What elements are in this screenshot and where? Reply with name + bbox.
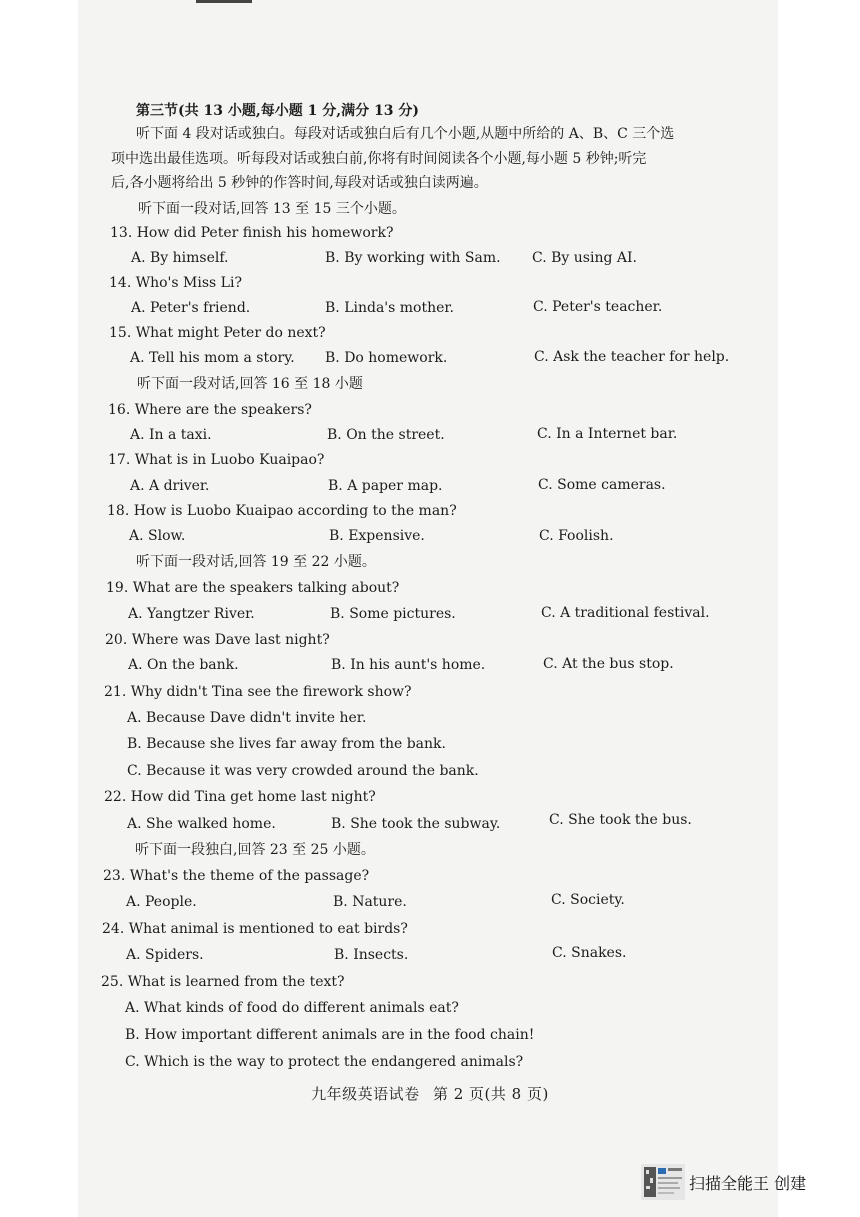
instruction-dialog-1: 听下面一段对话,回答 13 至 15 三个小题。 bbox=[138, 201, 406, 217]
question-13-stem: 13. How did Peter finish his homework? bbox=[110, 225, 394, 241]
question-19-option-c[interactable]: C. A traditional festival. bbox=[541, 605, 710, 621]
question-22-option-b[interactable]: B. She took the subway. bbox=[331, 816, 501, 832]
question-25-option-b[interactable]: B. How important different animals are in the food chain! bbox=[125, 1027, 535, 1043]
section-intro-line-3: 后,各小题将给出 5 秒钟的作答时间,每段对话或独白读两遍。 bbox=[111, 175, 488, 191]
question-17-stem: 17. What is in Luobo Kuaipao? bbox=[108, 452, 325, 468]
instruction-dialog-3: 听下面一段对话,回答 19 至 22 小题。 bbox=[136, 554, 376, 570]
question-21-option-b[interactable]: B. Because she lives far away from the bank. bbox=[127, 736, 446, 752]
question-20-stem: 20. Where was Dave last night? bbox=[105, 632, 330, 648]
section-title: 第三节(共 13 小题,每小题 1 分,满分 13 分) bbox=[136, 103, 419, 119]
section-intro-line-2: 项中选出最佳选项。听每段对话或独白前,你将有时间阅读各个小题,每小题 5 秒钟;听完 bbox=[111, 151, 647, 167]
scanner-app-icon bbox=[641, 1164, 685, 1200]
question-21-option-a[interactable]: A. Because Dave didn't invite her. bbox=[127, 710, 367, 726]
question-24-stem: 24. What animal is mentioned to eat birds? bbox=[102, 921, 408, 937]
question-14-stem: 14. Who's Miss Li? bbox=[109, 275, 242, 291]
question-15-option-a[interactable]: A. Tell his mom a story. bbox=[130, 350, 295, 366]
question-18-option-b[interactable]: B. Expensive. bbox=[329, 528, 425, 544]
question-24-option-b[interactable]: B. Insects. bbox=[334, 947, 409, 963]
question-20-option-b[interactable]: B. In his aunt's home. bbox=[331, 657, 486, 673]
question-16-stem: 16. Where are the speakers? bbox=[108, 402, 312, 418]
question-14-option-c[interactable]: C. Peter's teacher. bbox=[533, 299, 663, 315]
question-17-option-c[interactable]: C. Some cameras. bbox=[538, 477, 666, 493]
question-14-option-b[interactable]: B. Linda's mother. bbox=[325, 300, 455, 316]
question-16-option-b[interactable]: B. On the street. bbox=[327, 427, 445, 443]
question-20-option-c[interactable]: C. At the bus stop. bbox=[543, 656, 674, 672]
question-23-option-a[interactable]: A. People. bbox=[126, 894, 197, 910]
question-22-option-a[interactable]: A. She walked home. bbox=[127, 816, 276, 832]
question-14-option-a[interactable]: A. Peter's friend. bbox=[131, 300, 251, 316]
question-17-option-b[interactable]: B. A paper map. bbox=[328, 478, 443, 494]
question-19-stem: 19. What are the speakers talking about? bbox=[106, 580, 400, 596]
question-23-option-c[interactable]: C. Society. bbox=[551, 892, 625, 908]
question-13-option-a[interactable]: A. By himself. bbox=[131, 250, 229, 266]
question-19-option-b[interactable]: B. Some pictures. bbox=[330, 606, 456, 622]
question-13-option-c[interactable]: C. By using AI. bbox=[532, 250, 637, 266]
question-15-option-b[interactable]: B. Do homework. bbox=[325, 350, 448, 366]
watermark-text: 扫描全能王 创建 bbox=[689, 1173, 807, 1193]
question-17-option-a[interactable]: A. A driver. bbox=[130, 478, 210, 494]
question-22-stem: 22. How did Tina get home last night? bbox=[104, 789, 376, 805]
page-number: 第 2 页(共 8 页) bbox=[432, 1085, 549, 1103]
question-19-option-a[interactable]: A. Yangtzer River. bbox=[128, 606, 255, 622]
question-16-option-a[interactable]: A. In a taxi. bbox=[130, 427, 212, 443]
question-18-stem: 18. How is Luobo Kuaipao according to the man? bbox=[107, 503, 457, 519]
section-intro-line-1: 听下面 4 段对话或独白。每段对话或独白后有几个小题,从题中所给的 A、B、C 三个选 bbox=[136, 126, 675, 142]
question-20-option-a[interactable]: A. On the bank. bbox=[128, 657, 239, 673]
scanner-watermark bbox=[641, 1164, 806, 1200]
question-25-stem: 25. What is learned from the text? bbox=[101, 974, 345, 990]
question-22-option-c[interactable]: C. She took the bus. bbox=[549, 812, 692, 828]
question-18-option-a[interactable]: A. Slow. bbox=[129, 528, 186, 544]
question-15-stem: 15. What might Peter do next? bbox=[109, 325, 326, 341]
question-21-option-c[interactable]: C. Because it was very crowded around the bank. bbox=[127, 763, 479, 779]
question-16-option-c[interactable]: C. In a Internet bar. bbox=[537, 426, 678, 442]
question-23-option-b[interactable]: B. Nature. bbox=[333, 894, 407, 910]
instruction-dialog-2: 听下面一段对话,回答 16 至 18 小题 bbox=[137, 376, 363, 392]
question-18-option-c[interactable]: C. Foolish. bbox=[539, 528, 614, 544]
scan-edge-mark bbox=[196, 0, 252, 3]
question-24-option-a[interactable]: A. Spiders. bbox=[126, 947, 204, 963]
question-15-option-c[interactable]: C. Ask the teacher for help. bbox=[534, 349, 730, 365]
question-23-stem: 23. What's the theme of the passage? bbox=[103, 868, 370, 884]
question-21-stem: 21. Why didn't Tina see the firework show? bbox=[104, 684, 412, 700]
question-13-option-b[interactable]: B. By working with Sam. bbox=[325, 250, 501, 266]
exam-title: 九年级英语试卷 bbox=[311, 1085, 420, 1103]
question-24-option-c[interactable]: C. Snakes. bbox=[552, 945, 627, 961]
question-25-option-c[interactable]: C. Which is the way to protect the endangered animals? bbox=[125, 1054, 524, 1070]
instruction-monologue: 听下面一段独白,回答 23 至 25 小题。 bbox=[135, 842, 375, 858]
page-footer bbox=[0, 1083, 860, 1104]
question-25-option-a[interactable]: A. What kinds of food do different animals eat? bbox=[125, 1000, 459, 1016]
